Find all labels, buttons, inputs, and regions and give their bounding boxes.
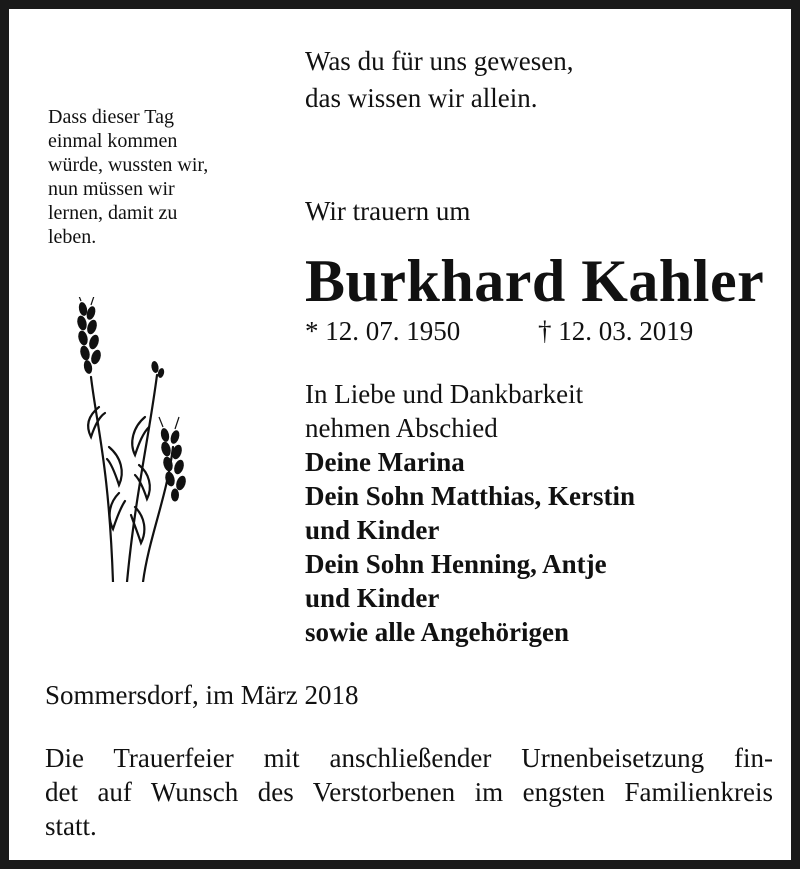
deceased-name: Burkhard Kahler: [305, 248, 765, 314]
place-date: Sommersdorf, im März 2018: [45, 680, 359, 710]
mourner-line: Dein Sohn Henning, Antje: [305, 549, 607, 579]
intro-text: Wir trauern um: [305, 196, 471, 226]
motto-line: das wissen wir allein.: [305, 83, 538, 113]
mourner-line: Dein Sohn Matthias, Kerstin: [305, 481, 636, 511]
mourner-line: sowie alle Angehörigen: [305, 617, 569, 647]
wheat-icon: [69, 297, 194, 582]
side-quote-line: einmal kommen: [48, 130, 178, 152]
side-quote-line: nun müssen wir: [48, 178, 175, 200]
funeral-note: [45, 741, 773, 843]
death-date: † 12. 03. 2019: [538, 316, 694, 346]
farewell-line: nehmen Abschied: [305, 413, 498, 443]
side-quote-line: lernen, damit zu: [48, 202, 178, 224]
farewell-text: [305, 377, 583, 445]
funeral-note-line: det auf Wunsch des Verstorbenen im engsten Familienkreis: [45, 777, 773, 807]
side-quote: [48, 105, 208, 249]
side-quote-line: Dass dieser Tag: [48, 106, 174, 128]
farewell-line: In Liebe und Dankbarkeit: [305, 379, 584, 409]
mourners-list: [305, 445, 635, 649]
mourner-line: und Kinder: [305, 515, 440, 545]
motto: [305, 43, 574, 117]
motto-line: Was du für uns gewesen,: [305, 46, 574, 76]
birth-date: * 12. 07. 1950: [305, 316, 461, 346]
funeral-note-line: statt.: [45, 811, 97, 841]
side-quote-line: leben.: [48, 226, 97, 248]
funeral-note-line: Die Trauerfeier mit anschließender Urnenbeisetzung fin-: [45, 743, 773, 773]
mourner-line: und Kinder: [305, 583, 440, 613]
life-dates: [305, 313, 725, 350]
mourner-line: Deine Marina: [305, 447, 465, 477]
side-quote-line: würde, wussten wir,: [48, 154, 209, 176]
